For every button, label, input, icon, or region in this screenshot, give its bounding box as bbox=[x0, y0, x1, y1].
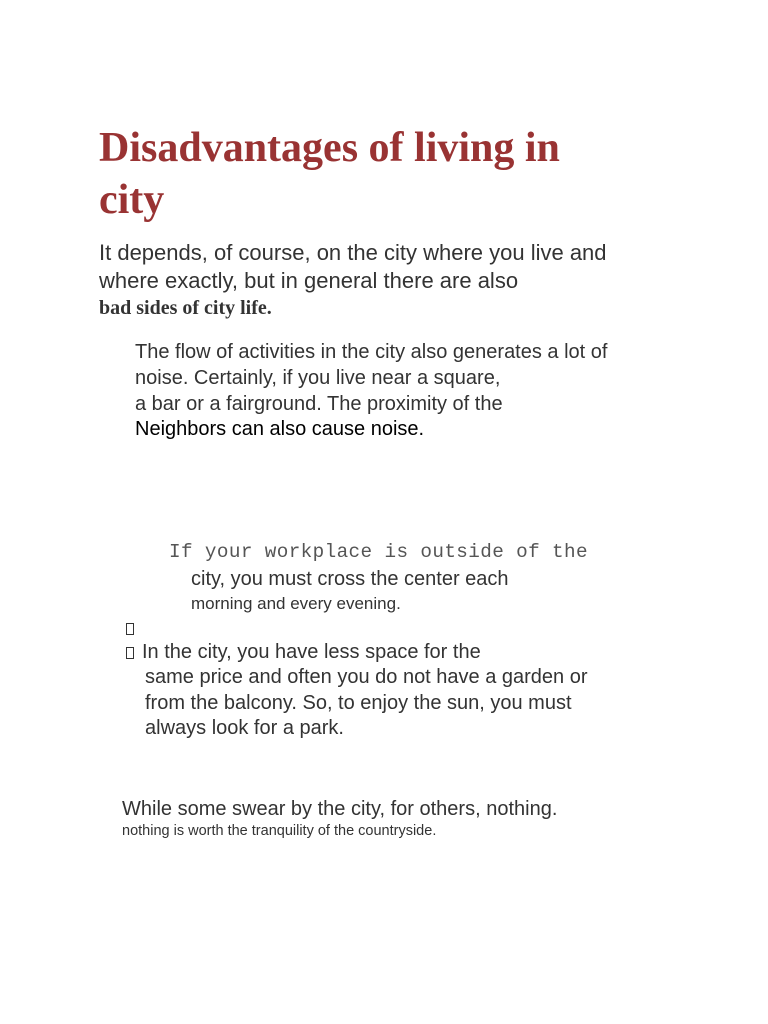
page-title-line-2: city bbox=[99, 177, 165, 223]
closing-line-2: nothing is worth the tranquility of the countryside. bbox=[122, 823, 437, 839]
missing-glyph-icon bbox=[126, 623, 134, 635]
intro-line-1: It depends, of course, on the city where you live and bbox=[99, 240, 607, 265]
space-line-3: from the balcony. So, to enjoy the sun, you must bbox=[145, 692, 572, 714]
intro-line-3-bold: bad sides of city life. bbox=[99, 297, 272, 319]
commute-line-2: city, you must cross the center each bbox=[191, 568, 509, 590]
space-line-4: always look for a park. bbox=[145, 717, 344, 739]
noise-line-4: Neighbors can also cause noise. bbox=[135, 418, 425, 440]
intro-line-2: where exactly, but in general there are also bbox=[99, 268, 519, 293]
noise-line-3: a bar or a fairground. The proximity of the bbox=[135, 393, 503, 415]
space-line-2: same price and often you do not have a garden or bbox=[145, 666, 588, 688]
noise-line-1: The flow of activities in the city also generates a lot of bbox=[135, 341, 608, 363]
commute-line-1-mono: If your workplace is outside of the bbox=[169, 541, 588, 563]
commute-line-3: morning and every evening. bbox=[191, 594, 401, 613]
closing-line-1: While some swear by the city, for others, nothing. bbox=[122, 798, 558, 820]
page-title-line-1: Disadvantages of living in bbox=[99, 125, 560, 171]
missing-glyph-icon bbox=[126, 647, 134, 659]
noise-line-2: noise. Certainly, if you live near a square, bbox=[135, 367, 501, 389]
space-line-1: In the city, you have less space for the bbox=[142, 641, 481, 663]
